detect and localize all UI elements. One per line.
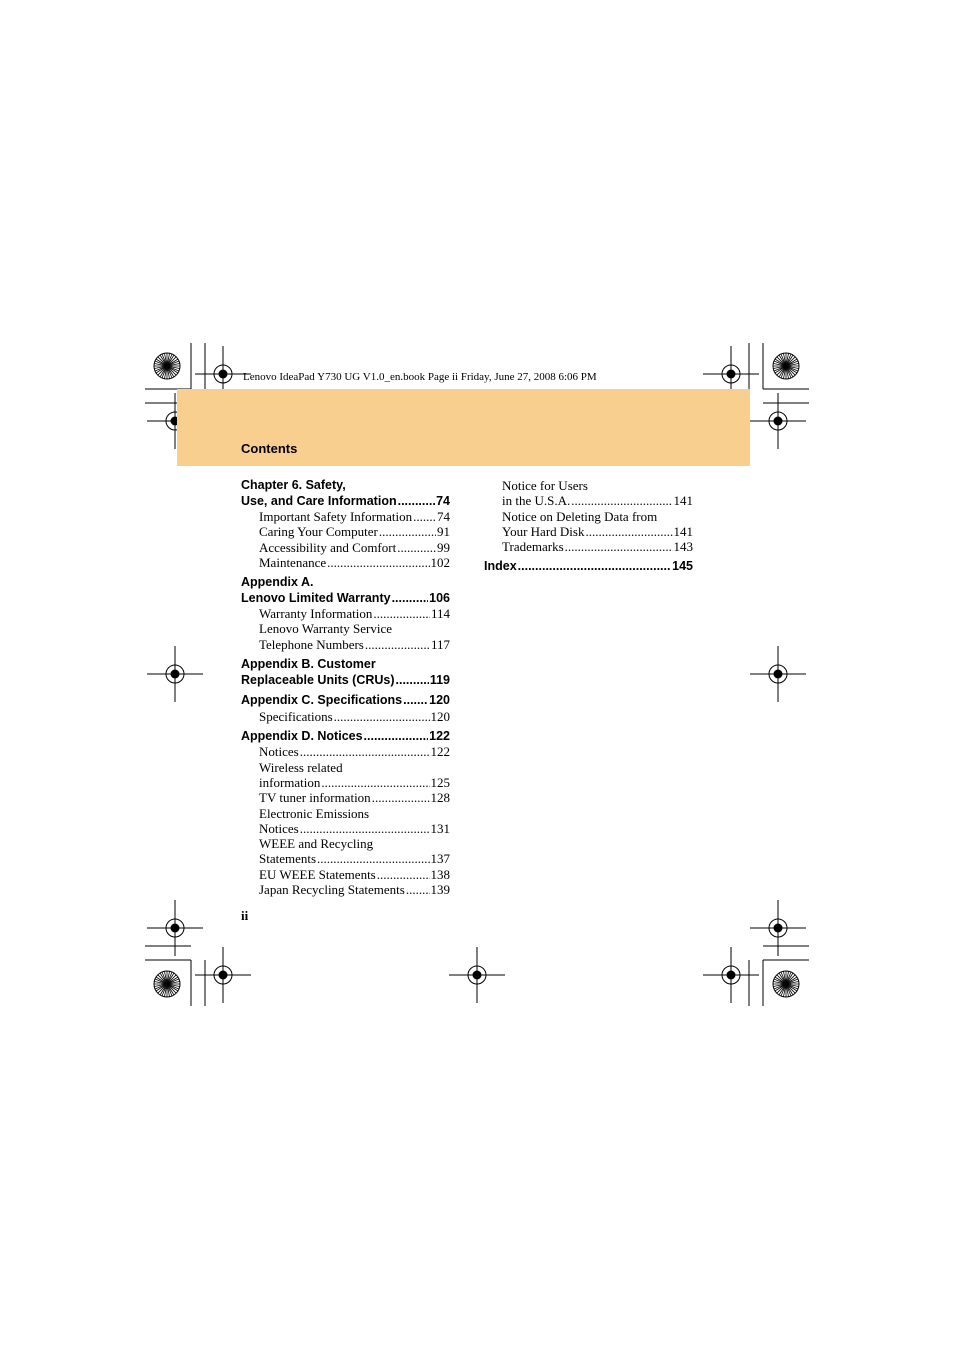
toc-label: EU WEEE Statements: [259, 866, 376, 882]
dot-leader: [413, 509, 436, 524]
toc-subentry: [241, 836, 450, 867]
toc-subentry-line: WEEE and Recycling: [259, 836, 374, 852]
dot-leader: [406, 882, 430, 897]
dot-leader: [327, 555, 429, 570]
toc-subentry-leader: [502, 539, 693, 554]
toc-page-number: 102: [430, 554, 450, 570]
toc-index-entry: [484, 559, 693, 575]
toc-page-number: 131: [430, 820, 450, 836]
toc-subentry-leader: [259, 851, 450, 866]
dot-leader: [397, 540, 436, 555]
toc-label: Warranty Information: [259, 606, 373, 622]
toc-subentry: [241, 867, 450, 882]
toc-subentry-leader: [259, 555, 450, 570]
toc-subentry-leader: [259, 821, 450, 836]
toc-page-number: 106: [429, 590, 450, 605]
toc-chapter-line: Chapter 6. Safety,: [241, 478, 346, 492]
toc-subentry-leader: [259, 775, 450, 790]
toc-subentry-leader: [259, 524, 450, 539]
section-title: Contents: [241, 441, 298, 456]
toc-chapter: [241, 478, 450, 509]
toc-chapter: [241, 657, 450, 688]
toc-page-number: 138: [430, 866, 450, 882]
toc-page-number: 91: [437, 524, 450, 540]
toc-subentry-leader: [259, 882, 450, 897]
toc-subentry: [241, 509, 450, 524]
toc-page-number: 145: [672, 559, 693, 574]
dot-leader: [300, 744, 430, 759]
toc-page-number: 139: [430, 882, 450, 898]
dot-leader: [377, 867, 430, 882]
toc-page-number: 99: [437, 539, 450, 555]
toc-subentry-line: Electronic Emissions: [259, 805, 370, 821]
toc-label: Replaceable Units (CRUs): [241, 672, 395, 687]
toc-column-right: [484, 478, 693, 575]
toc-page-number: 143: [673, 539, 693, 555]
dot-leader: [334, 709, 430, 724]
toc-chapter-leader: [241, 693, 450, 709]
dot-leader: [300, 821, 430, 836]
toc-subentry: [241, 524, 450, 539]
toc-subentry: [241, 744, 450, 759]
dot-leader: [518, 559, 671, 575]
toc-label: Index: [484, 559, 517, 574]
toc-chapter-line: Appendix B. Customer: [241, 657, 376, 672]
toc-chapter-leader: [241, 673, 450, 689]
toc-subentry: [241, 606, 450, 621]
toc-chapter-leader: [241, 591, 450, 607]
dot-leader: [403, 693, 428, 709]
toc-subentry: [484, 539, 693, 554]
toc-subentry-leader: [259, 637, 450, 652]
dot-leader: [396, 673, 429, 689]
toc-page-number: 74: [436, 493, 450, 508]
toc-label: Notices: [259, 820, 299, 836]
toc-label: Notices: [259, 744, 299, 760]
dot-leader: [364, 729, 429, 745]
toc-label: Appendix D. Notices: [241, 728, 363, 743]
toc-subentry-leader: [502, 524, 693, 539]
toc-subentry-leader: [259, 744, 450, 759]
toc-page-number: 74: [437, 509, 450, 524]
toc-page-number: 119: [429, 672, 450, 687]
toc-label: Accessibility and Comfort: [259, 539, 397, 555]
toc-index-leader: [484, 559, 693, 575]
toc-label: in the U.S.A.: [502, 493, 571, 509]
toc-page-number: 114: [430, 606, 450, 622]
toc-label: Maintenance: [259, 554, 327, 570]
toc-subentry: [484, 478, 693, 509]
toc-label: Appendix C. Specifications: [241, 693, 403, 708]
toc-chapter: [241, 693, 450, 709]
dot-leader: [585, 524, 672, 539]
toc-subentry-leader: [259, 509, 450, 524]
toc-label: Caring Your Computer: [259, 524, 378, 540]
toc-label: Use, and Care Information: [241, 493, 397, 508]
toc-chapter-line: Appendix A.: [241, 575, 314, 590]
toc-subentry: [241, 540, 450, 555]
toc-chapter-leader: [241, 729, 450, 745]
toc-subentry-line: Notice for Users: [502, 478, 588, 493]
toc-chapter-leader: [241, 494, 450, 510]
toc-subentry-line: Wireless related: [259, 759, 343, 775]
toc-subentry-leader: [259, 790, 450, 805]
toc-label: Your Hard Disk: [502, 523, 585, 539]
toc-subentry: [241, 790, 450, 805]
toc-page-number: 122: [430, 744, 450, 760]
dot-leader: [373, 606, 430, 621]
dot-leader: [365, 637, 430, 652]
toc-subentry: [241, 806, 450, 837]
dot-leader: [317, 851, 429, 866]
toc-label: Important Safety Information: [259, 509, 413, 524]
toc-page-number: 120: [430, 708, 450, 724]
toc-label: Statements: [259, 851, 317, 867]
dot-leader: [379, 524, 436, 539]
toc-label: Japan Recycling Statements: [259, 882, 405, 898]
toc-subentry: [241, 621, 450, 652]
toc-subentry: [484, 509, 693, 540]
dot-leader: [571, 493, 672, 508]
toc-label: information: [259, 774, 321, 790]
toc-subentry-line: Lenovo Warranty Service: [259, 621, 392, 637]
toc-subentry: [241, 555, 450, 570]
toc-page-number: 137: [430, 851, 450, 867]
dot-leader: [565, 539, 673, 554]
toc-column-left: [241, 478, 450, 897]
dot-leader: [372, 790, 430, 805]
toc-page-number: 141: [673, 523, 693, 539]
toc-subentry-leader: [259, 709, 450, 724]
print-slug: Lenovo IdeaPad Y730 UG V1.0_en.book Page ii Friday, June 27, 2008 6:06 PM: [243, 371, 597, 383]
page-number: ii: [241, 908, 249, 923]
toc-subentry: [241, 709, 450, 724]
toc-page-number: 120: [429, 693, 450, 708]
toc-chapter: [241, 729, 450, 745]
toc-label: TV tuner information: [259, 790, 371, 806]
toc-page-number: 128: [430, 790, 450, 806]
toc-label: Specifications: [259, 708, 333, 724]
toc-chapter: [241, 575, 450, 606]
toc-subentry-leader: [259, 606, 450, 621]
toc-subentry: [241, 760, 450, 791]
toc-label: Trademarks: [502, 539, 564, 555]
toc-page-number: 141: [673, 493, 693, 509]
toc-subentry: [241, 882, 450, 897]
toc-subentry-leader: [502, 493, 693, 508]
toc-label: Lenovo Limited Warranty: [241, 590, 391, 605]
toc-page-number: 125: [430, 774, 450, 790]
toc-subentry-line: Notice on Deleting Data from: [502, 508, 658, 524]
toc-page-number: 122: [429, 728, 450, 743]
toc-subentry-leader: [259, 867, 450, 882]
dot-leader: [321, 775, 429, 790]
dot-leader: [392, 591, 429, 607]
toc-label: Telephone Numbers: [259, 636, 364, 652]
toc-page-number: 117: [430, 636, 450, 652]
dot-leader: [398, 494, 436, 510]
toc-subentry-leader: [259, 540, 450, 555]
